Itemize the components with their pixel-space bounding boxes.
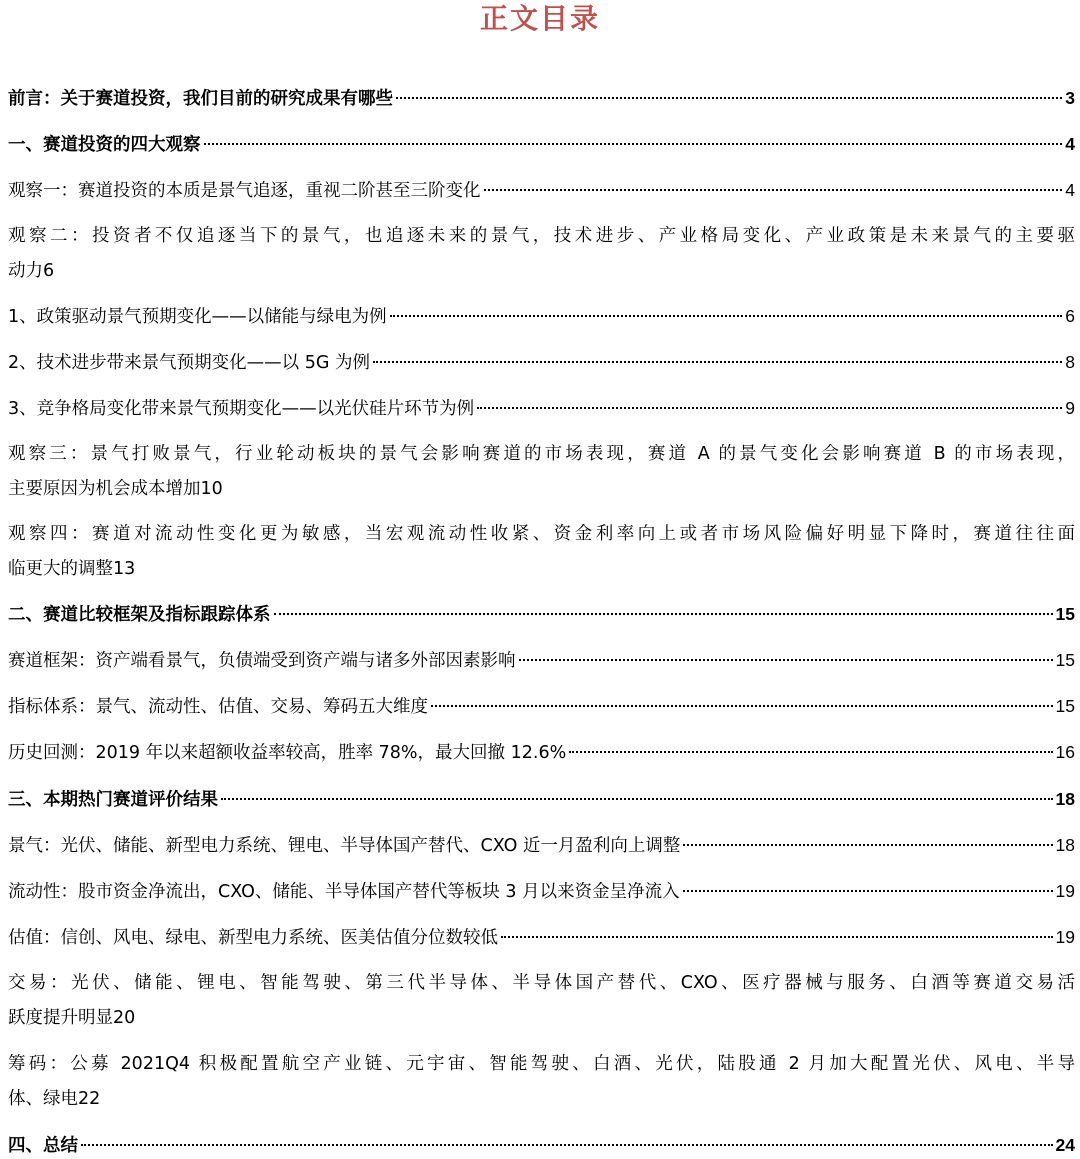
toc-entry-technology[interactable]: [8, 351, 1075, 375]
toc-entry-observation-1[interactable]: [8, 179, 1075, 203]
dot-leader: [274, 613, 1053, 615]
toc-entry-page: 4: [1065, 134, 1075, 154]
toc-entry-text-line1: 筹码：公募 2021Q4 积极配置航空产业链、元宇宙、智能驾驶、白酒、光伏，陆股通 2 月加大配置光伏、风电、半导: [8, 1054, 1075, 1074]
toc-entry-page: 3: [1065, 88, 1075, 108]
dot-leader: [81, 1144, 1053, 1146]
toc-entry-text-line1: 交易：光伏、储能、锂电、智能驾驶、第三代半导体、半导体国产替代、CXO、医疗器械与服务、白酒等赛道交易活: [8, 973, 1075, 993]
dot-leader: [501, 936, 1053, 938]
dot-leader: [477, 407, 1062, 409]
toc-entry-text: 1、政策驱动景气预期变化——以储能与绿电为例: [8, 307, 387, 327]
toc-entry-page: 18: [1055, 789, 1075, 809]
toc-entry-text: 3、竞争格局变化带来景气预期变化——以光伏硅片环节为例: [8, 399, 475, 419]
dot-leader: [683, 844, 1052, 846]
toc-entry-policy[interactable]: [8, 305, 1075, 329]
dot-leader: [373, 361, 1062, 363]
toc-entry-text: 二、赛道比较框架及指标跟踪体系: [8, 605, 271, 625]
dot-leader: [519, 659, 1053, 661]
toc-entry-text: 2、技术进步带来景气预期变化——以 5G 为例: [8, 353, 370, 373]
toc-entry-text: 一、赛道投资的四大观察: [8, 135, 201, 155]
toc-entry-text-line2: 主要原因为机会成本增加: [8, 479, 201, 499]
dot-leader: [204, 143, 1063, 145]
toc-entry-page: 10: [200, 479, 223, 499]
toc-entry-liquidity[interactable]: [8, 880, 1075, 904]
toc-entry-page: 15: [1055, 604, 1075, 624]
toc-entry-holdings[interactable]: [8, 1053, 1075, 1111]
toc-entry-competition[interactable]: [8, 397, 1075, 421]
toc-entry-observation-4[interactable]: [8, 523, 1075, 581]
toc-entry-text: 历史回测：2019 年以来超额收益率较高，胜率 78%，最大回撤 12.6%: [8, 743, 567, 763]
toc-entry-text: 观察一：赛道投资的本质是景气追逐，重视二阶甚至三阶变化: [8, 181, 481, 201]
toc-entry-text: 估值：信创、风电、绿电、新型电力系统、医美估值分位数较低: [8, 928, 498, 948]
toc-entry-text: 流动性：股市资金净流出，CXO、储能、半导体国产替代等板块 3 月以来资金呈净流入: [8, 882, 680, 902]
dot-leader: [683, 890, 1053, 892]
toc-entry-observation-3[interactable]: [8, 443, 1075, 501]
toc-entry-framework[interactable]: [8, 649, 1075, 673]
toc-entry-observation-2[interactable]: [8, 225, 1075, 283]
dot-leader: [431, 705, 1053, 707]
dot-leader: [221, 798, 1053, 800]
toc-entry-text: 四、总结: [8, 1136, 78, 1156]
toc-entry-valuation[interactable]: [8, 926, 1075, 950]
toc-entry-text: 景气：光伏、储能、新型电力系统、锂电、半导体国产替代、CXO 近一月盈利向上调整: [8, 836, 681, 856]
toc-title: 正文目录: [479, 2, 600, 35]
toc-entry-trading[interactable]: [8, 972, 1075, 1030]
dot-leader: [569, 751, 1052, 753]
toc-entry-page: 6: [43, 261, 55, 281]
toc-entry-indicators[interactable]: [8, 695, 1075, 719]
toc-entry-text: 三、本期热门赛道评价结果: [8, 790, 218, 810]
toc-entry-backtest[interactable]: [8, 741, 1075, 765]
toc-entry-section-1[interactable]: [8, 133, 1075, 157]
dot-leader: [484, 189, 1063, 191]
toc-entry-page: 9: [1065, 398, 1075, 418]
toc-entry-prosperity[interactable]: [8, 834, 1075, 858]
toc-entry-page: 4: [1065, 180, 1075, 200]
toc-entry-page: 8: [1065, 352, 1075, 372]
toc-entry-text-line1: 观察四：赛道对流动性变化更为敏感，当宏观流动性收紧、资金利率向上或者市场风险偏好明显下降时，赛道往往面: [8, 524, 1075, 544]
dot-leader: [390, 315, 1063, 317]
toc-entry-page: 19: [1055, 927, 1075, 947]
toc-entry-text: 赛道框架：资产端看景气，负债端受到资产端与诸多外部因素影响: [8, 651, 516, 671]
toc-entry-page: 18: [1055, 835, 1075, 855]
toc-entry-text-line2: 跃度提升明显: [8, 1008, 113, 1028]
toc-entry-page: 6: [1065, 306, 1075, 326]
toc-entry-page: 24: [1055, 1135, 1075, 1155]
dot-leader: [396, 97, 1062, 99]
toc-entry-section-2[interactable]: [8, 603, 1075, 627]
toc-entry-text-line2: 动力: [8, 261, 43, 281]
toc-entry-page: 13: [113, 559, 136, 579]
toc-entry-text-line1: 观察二：投资者不仅追逐当下的景气，也追逐未来的景气，技术进步、产业格局变化、产业政策是未来景气的主要驱: [8, 226, 1075, 246]
toc-entry-section-4[interactable]: [8, 1134, 1075, 1158]
toc-entry-section-3[interactable]: [8, 788, 1075, 812]
toc-entry-page: 20: [113, 1008, 136, 1028]
toc-entry-page: 15: [1055, 650, 1075, 670]
toc-entry-page: 16: [1055, 742, 1075, 762]
toc-entry-text-line2: 体、绿电: [8, 1089, 78, 1109]
toc-entry-text-line1: 观察三：景气打败景气，行业轮动板块的景气会影响赛道的市场表现，赛道 A 的景气变化会影响赛道 B 的市场表现，: [8, 444, 1075, 464]
toc-entry-text-line2: 临更大的调整: [8, 559, 113, 579]
toc-entry-text: 前言：关于赛道投资，我们目前的研究成果有哪些: [8, 89, 393, 109]
toc-entry-page: 22: [78, 1089, 101, 1109]
toc-entry-page: 15: [1055, 696, 1075, 716]
toc-entry-page: 19: [1055, 881, 1075, 901]
toc-entry-text: 指标体系：景气、流动性、估值、交易、筹码五大维度: [8, 697, 428, 717]
toc-entry-preface[interactable]: [8, 87, 1075, 111]
